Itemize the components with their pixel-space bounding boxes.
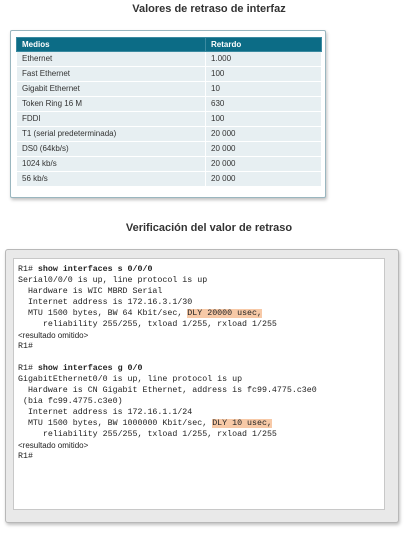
- cell-medio: DS0 (64kb/s): [17, 142, 206, 157]
- cell-retardo: 20 000: [206, 142, 322, 157]
- table-header-row: [17, 38, 322, 52]
- cell-retardo: 10: [206, 82, 322, 97]
- output-text: MTU 1500 bytes, BW 64 Kbit/sec,: [18, 309, 188, 318]
- table-row: [17, 157, 322, 172]
- cell-medio: Fast Ethernet: [17, 67, 206, 82]
- cell-retardo: 1.000: [206, 52, 322, 67]
- command: show interfaces s 0/0/0: [37, 265, 153, 274]
- cell-medio: 1024 kb/s: [17, 157, 206, 172]
- cell-medio: FDDI: [17, 112, 206, 127]
- output-line: Serial0/0/0 is up, line protocol is up: [18, 276, 208, 285]
- command-line: [18, 264, 384, 275]
- output-line: Hardware is CN Gigabit Ethernet, address is fc99.4775.c3e0: [18, 386, 317, 395]
- output-line: Internet address is 172.16.3.1/30: [18, 298, 193, 307]
- command-line: [18, 363, 384, 374]
- output-line: GigabitEthernet0/0 is up, line protocol is up: [18, 375, 243, 384]
- output-line: [18, 308, 384, 319]
- delay-highlight: DLY 10 usec,: [212, 419, 272, 428]
- table-title: Valores de retraso de interfaz: [132, 3, 286, 15]
- table-row: [17, 67, 322, 82]
- cell-retardo: 630: [206, 97, 322, 112]
- verification-title: Verificación del valor de retraso: [125, 222, 293, 234]
- cell-medio: 56 kb/s: [17, 172, 206, 187]
- cell-retardo: 20 000: [206, 127, 322, 142]
- spacer: [18, 352, 384, 363]
- command: show interfaces g 0/0: [37, 364, 143, 373]
- table-row: [17, 97, 322, 112]
- terminal-panel: [5, 249, 399, 523]
- cell-retardo: 20 000: [206, 157, 322, 172]
- output-line: reliability 255/255, txload 1/255, rxload 1/255: [18, 430, 277, 439]
- cell-medio: Ethernet: [17, 52, 206, 67]
- table-row: [17, 112, 322, 127]
- output-line: Internet address is 172.16.1.1/24: [18, 408, 193, 417]
- table-row: [17, 82, 322, 97]
- omitted-note: <resultado omitido>: [18, 331, 89, 340]
- output-line: Hardware is WIC MBRD Serial: [18, 287, 163, 296]
- cell-medio: T1 (serial predeterminada): [17, 127, 206, 142]
- table-row: [17, 172, 322, 187]
- prompt: R1#: [18, 364, 38, 373]
- output-line: (bia fc99.4775.c3e0): [18, 397, 123, 406]
- cell-retardo: 100: [206, 112, 322, 127]
- terminal-output: [13, 258, 385, 510]
- table-row: [17, 142, 322, 157]
- cell-retardo: 100: [206, 67, 322, 82]
- output-line: reliability 255/255, txload 1/255, rxload 1/255: [18, 320, 277, 329]
- output-line: [18, 418, 384, 429]
- cell-medio: Token Ring 16 M: [17, 97, 206, 112]
- delay-table: [16, 37, 322, 187]
- delay-highlight: DLY 20000 usec,: [187, 309, 262, 318]
- cell-medio: Gigabit Ethernet: [17, 82, 206, 97]
- header-medios: Medios: [17, 38, 206, 52]
- table-row: [17, 52, 322, 67]
- delay-table-panel: [10, 30, 326, 198]
- header-retardo: Retardo: [206, 38, 322, 52]
- end-prompt: R1#: [18, 342, 33, 351]
- table-row: [17, 127, 322, 142]
- end-prompt: R1#: [18, 452, 33, 461]
- omitted-note: <resultado omitido>: [18, 441, 89, 450]
- cell-retardo: 20 000: [206, 172, 322, 187]
- output-text: MTU 1500 bytes, BW 1000000 Kbit/sec,: [18, 419, 213, 428]
- prompt: R1#: [18, 265, 38, 274]
